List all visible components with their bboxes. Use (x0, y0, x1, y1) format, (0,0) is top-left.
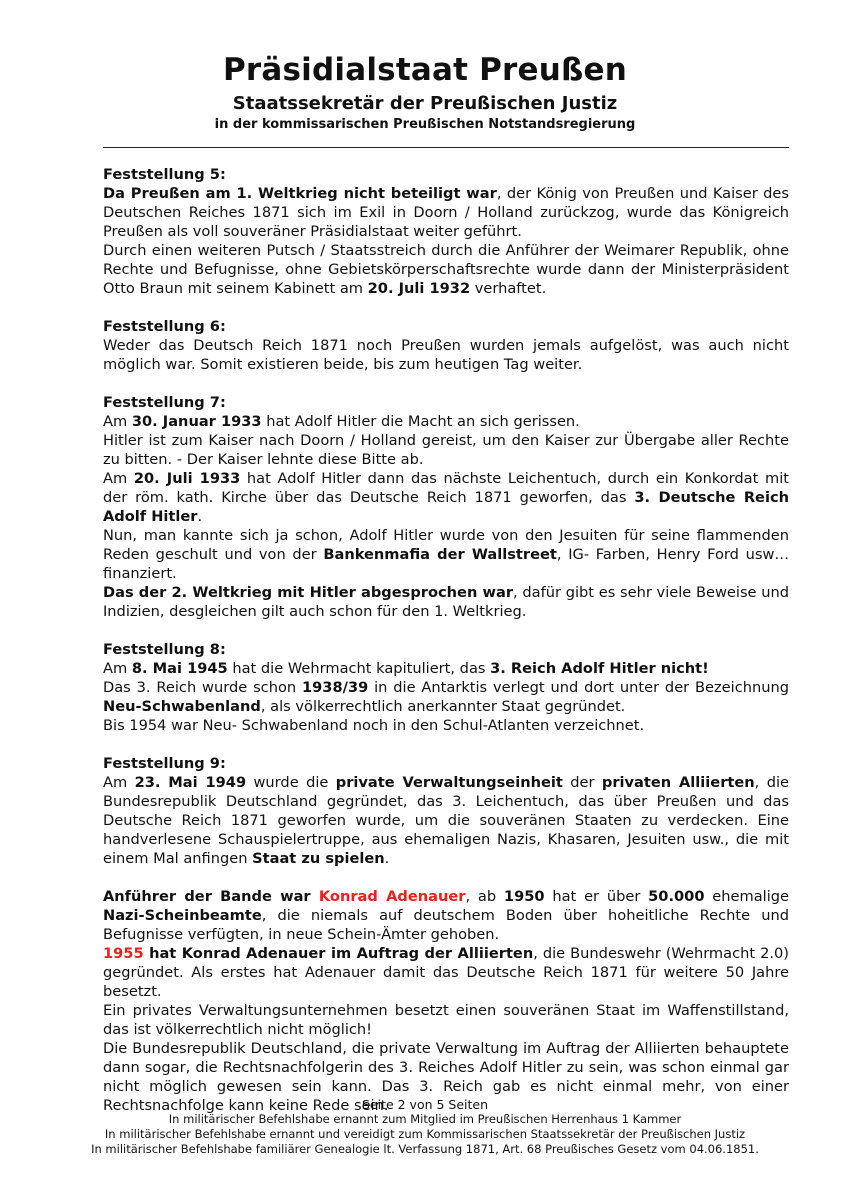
paragraph: Durch einen weiteren Putsch / Staatsstreich durch die Anführer der Weimarer Republik, ohne Rechte und Befugnisse, ohne Gebietskörperschaftsrechte wurde dann der Ministerpräsident Otto Braun mit seinem Kabinett am 20. Juli 1932 verhaftet. (103, 242, 789, 297)
section-heading-6: Feststellung 6: (103, 318, 226, 335)
paragraph: Am 8. Mai 1945 hat die Wehrmacht kapituliert, das 3. Reich Adolf Hitler nicht! (103, 660, 709, 677)
page-subtitle-secondary: in der kommissarischen Preußischen Notstandsregierung (214, 117, 636, 132)
paragraph: Weder das Deutsch Reich 1871 noch Preußen wurden jemals aufgelöst, was auch nicht möglich war. Somit existieren beide, bis zum heutigen Tag weiter. (103, 337, 789, 373)
paragraph: Ein privates Verwaltungsunternehmen besetzt einen souveränen Staat im Waffenstillstand, das ist völkerrechtlich nicht möglich! (103, 1002, 789, 1038)
section-heading-5: Feststellung 5: (103, 166, 226, 183)
page-title: Präsidialstaat Preußen (223, 52, 627, 88)
footer-line: In militärischer Befehlshabe ernannt und vereidigt zum Kommissarischen Staatssekretär der Preußischen Justiz (104, 1127, 746, 1141)
paragraph: Das 3. Reich wurde schon 1938/39 in die Antarktis verlegt und dort unter der Bezeichnung Neu-Schwabenland, als völkerrechtlich anerkannter Staat gegründet. (103, 679, 789, 715)
spacer (103, 868, 789, 887)
section-heading-9: Feststellung 9: (103, 755, 226, 772)
paragraph: Das der 2. Weltkrieg mit Hitler abgesprochen war, dafür gibt es sehr viele Beweise und Indizien, desgleichen gilt auch schon für den 1. Weltkrieg. (103, 584, 789, 620)
paragraph: Am 30. Januar 1933 hat Adolf Hitler die Macht an sich gerissen. (103, 413, 580, 430)
footer-line: In militärischer Befehlshabe familiärer Genealogie lt. Verfassung 1871, Art. 68 Preußisches Gesetz vom 04.06.1851. (91, 1142, 759, 1156)
paragraph: Hitler ist zum Kaiser nach Doorn / Holland gereist, um den Kaiser zur Übergabe aller Rechte zu bitten. - Der Kaiser lehnte diese Bitte ab. (103, 432, 789, 468)
paragraph: Nun, man kannte sich ja schon, Adolf Hitler wurde von den Jesuiten für seine flammenden Reden geschult und von der Bankenmafia der Wallstreet, IG- Farben, Henry Ford usw… finanziert. (103, 527, 789, 582)
paragraph: Da Preußen am 1. Weltkrieg nicht beteiligt war, der König von Preußen und Kaiser des Deutschen Reiches 1871 sich im Exil in Doorn / Holland zurückzog, wurde das Königreich Preußen als voll souveräner Präsidialstaat weiter geführt. (103, 185, 789, 240)
paragraph: Am 23. Mai 1949 wurde die private Verwaltungseinheit der privaten Alliierten, die Bundesrepublik Deutschland gegründet, das 3. Leichentuch, das über Preußen und das Deutsche Reich 1871 geworfen wurde, um die souveränen Staaten zu verdecken. Eine handverlesene Schauspielertruppe, aus ehemaligen Nazis, Khasaren, Jesuiten usw., die mit einem Mal anfingen Staat zu spielen. (103, 774, 789, 867)
highlight-red: 1955 (103, 945, 144, 962)
document-body (103, 165, 789, 1115)
section-heading-8: Feststellung 8: (103, 641, 226, 658)
highlight-red: Konrad Adenauer (318, 888, 466, 905)
page-footer (0, 1097, 850, 1157)
section-heading-7: Feststellung 7: (103, 394, 226, 411)
footer-line: In militärischer Befehlshabe ernannt zum Mitglied im Preußischen Herrenhaus 1 Kammer (168, 1112, 682, 1126)
paragraph: Bis 1954 war Neu- Schwabenland noch in den Schul-Atlanten verzeichnet. (103, 717, 645, 734)
page-subtitle: Staatssekretär der Preußischen Justiz (232, 93, 618, 114)
paragraph: Die Bundesrepublik Deutschland, die private Verwaltung im Auftrag der Alliierten behauptete dann sogar, die Rechtsnachfolgerin des 3. Reiches Adolf Hitler zu sein, was schon einmal gar nicht möglich gewesen sein kann. Das 3. Reich gab es nicht einmal mehr, von einer Rechtsnachfolge kann keine Rede sein. (103, 1040, 789, 1114)
paragraph: Anführer der Bande war Konrad Adenauer, ab 1950 hat er über 50.000 ehemalige Nazi-Scheinbeamte, die niemals auf deutschem Boden über hoheitliche Rechte und Befugnisse verfügten, in neue Schein-Ämter gehoben. (103, 888, 790, 943)
paragraph: Am 20. Juli 1933 hat Adolf Hitler dann das nächste Leichentuch, durch ein Konkordat mit der röm. kath. Kirche über das Deutsche Reich 1871 geworfen, das 3. Deutsche Reich Adolf Hitler. (103, 470, 790, 525)
header-divider (103, 147, 789, 148)
paragraph: 1955 hat Konrad Adenauer im Auftrag der Alliierten, die Bundeswehr (Wehrmacht 2.0) gegründet. Als erstes hat Adenauer damit das Deutsche Reich 1871 für weitere 50 Jahre besetzt. (103, 945, 789, 1000)
page-number: Seite 2 von 5 Seiten (361, 1097, 489, 1112)
